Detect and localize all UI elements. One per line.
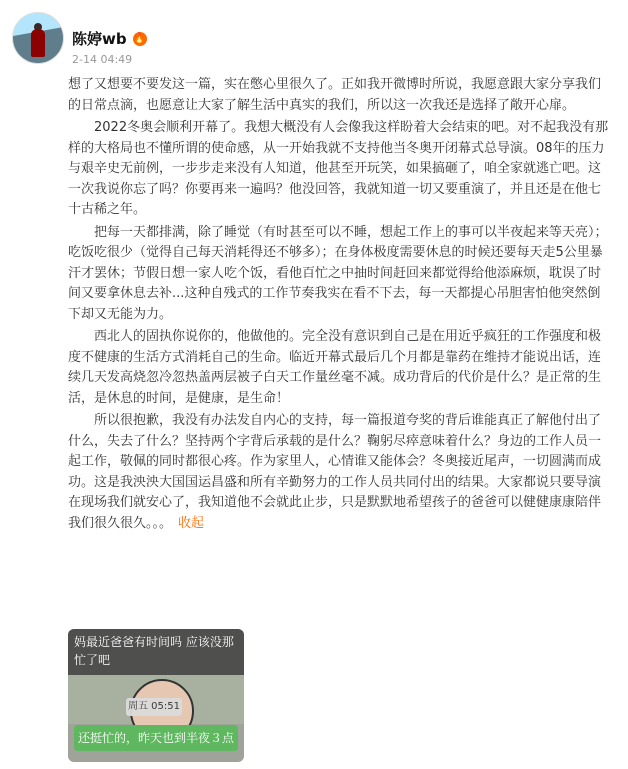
username[interactable]: 陈婷wb — [72, 30, 127, 48]
paragraph-5 — [68, 411, 613, 534]
paragraph-3: 把每一天都排满，除了睡觉（有时甚至可以不睡，想起工作上的事可以半夜起来等天亮）；吃饭吃很少（觉得自己每天消耗得还不够多）；在身体极度需要休息的时候还要每天走5公里暴汗才罢休；节假日想一家人吃个饭，看他百忙之中抽时间赶回来都觉得给他添麻烦，耽误了时间又要拿休息去补...这种自残式的工作节奏我实在看不下去，每一天都提心吊胆害怕他突然倒下却又无能为力。 — [68, 224, 608, 322]
avatar-person — [31, 29, 45, 57]
name-row — [72, 28, 147, 49]
paragraph-5-text: 所以很抱歉，我没有办法发自内心的支持，每一篇报道夸奖的背后谁能真正了解他付出了什么，失去了什么？坚持两个字背后承载的是什么？鞠躬尽瘁意味着什么？身边的工作人员一起工作，敬佩的同时都很心疼。作为家里人，心情谁又能体会？冬奥接近尾声，一切圆满而成功。这是我泱泱大国国运昌盛和所有辛勤努力的工作人员共同付出的结果。大家都说只要导演在现场我们就安心了，我知道他不会就此止步，只是默默地希望孩子的爸爸可以健健康康陪伴我们很久很久。。。 — [68, 413, 602, 531]
fire-emoji-icon: 🔥 — [133, 33, 146, 44]
paragraph-1: 想了又想要不要发这一篇，实在憋心里很久了。正如我开微博时所说，我愿意跟大家分享我们的日常点滴，也愿意让大家了解生活中真实的我们，所以这一次我还是选择了敞开心扉。 — [68, 77, 602, 113]
paragraph-2: 2022冬奥会顺利开幕了。我想大概没有人会像我这样盼着大会结束的吧。对不起我没有那样的大格局也不懂所谓的使命感，从一开始我就不支持他当冬奥开闭幕式总导演。08年的压力与艰辛史无前例，一步步走来没有人知道，他甚至开玩笑，如果搞砸了，咱全家就逃亡吧。这一次我说你忘了吗？你要再来一遍吗？他没回答，我就知道一切又要重演了，并且还是在他七十古稀之年。 — [68, 120, 609, 217]
post-content — [68, 75, 613, 536]
image-bottom-text: 还挺忙的，昨天也到半夜３点 — [74, 725, 238, 751]
post-image[interactable] — [68, 629, 244, 762]
post-header — [12, 12, 612, 72]
avatar[interactable] — [12, 12, 64, 64]
post-time[interactable]: 2-14 04:49 — [72, 53, 133, 66]
image-top-text: 妈最近爸爸有时间吗 应该没那忙了吧 — [68, 629, 244, 675]
paragraph-4: 西北人的固执你说你的，他做他的。完全没有意识到自己是在用近乎疯狂的工作强度和极度不健康的生活方式消耗自己的生命。临近开幕式最后几个月都是靠药在维持才能说出话，连续几天发高烧忽冷忽热盖两层被子白天工作量丝毫不减。成功背后的代价是什么？是正常的生活，是休息的时间，是健康，是生命！ — [68, 329, 602, 406]
image-time-label: 周五 05:51 — [126, 698, 182, 716]
collapse-link[interactable]: 收起 — [178, 515, 205, 531]
